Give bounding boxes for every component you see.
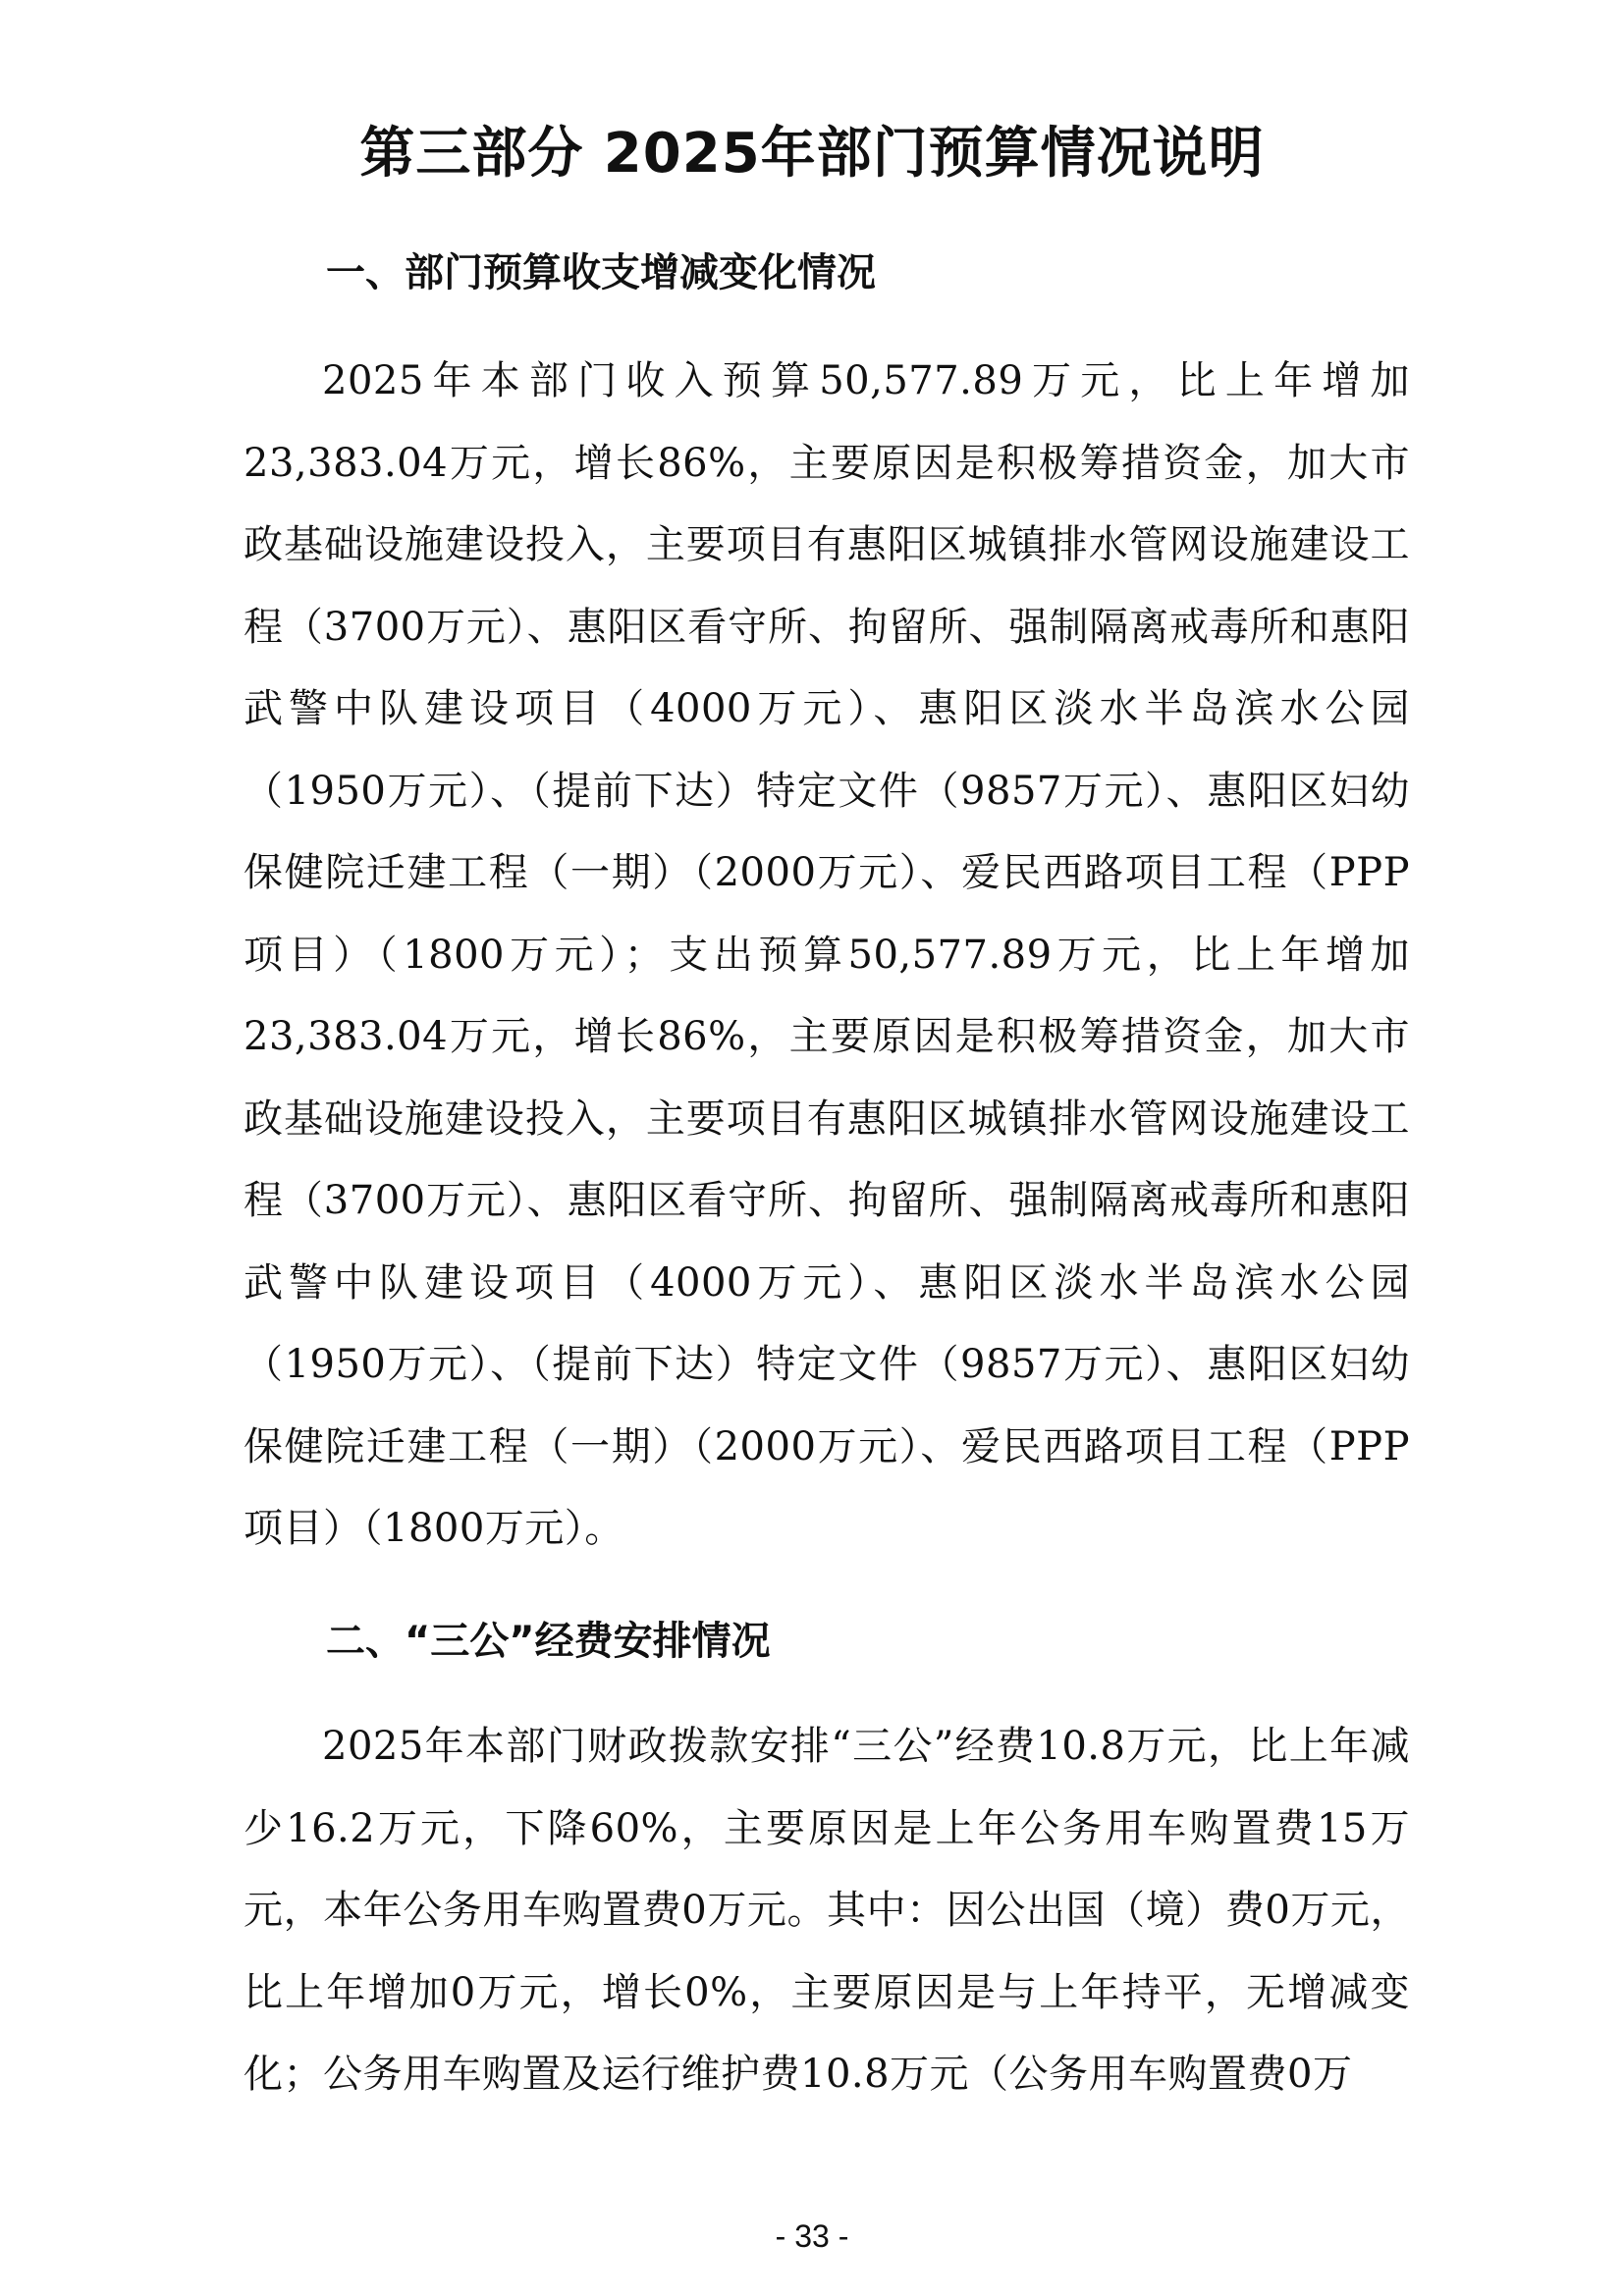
page-title: 第三部分 2025年部门预算情况说明 xyxy=(359,122,1265,186)
section-paragraph-2: 2025年本部门财政拨款安排“三公”经费10.8万元，比上年减少16.2万元，下降60%，主要原因是上年公务用车购置费15万元，本年公务用车购置费0万元。其中：因公出国（境）费0万元，比上年增加0万元，增长0%，主要原因是与上年持平，无增减变化；公务用车购置及运行维护费10.8万元（公务用车购置费0万 xyxy=(244,1724,1410,2097)
section-heading-1: 一、部门预算收支增减变化情况 xyxy=(326,250,876,295)
page-number: - 33 - xyxy=(775,2218,849,2254)
section-paragraph-1: 2025年本部门收入预算50,577.89万元，比上年增加23,383.04万元，增长86%，主要原因是积极筹措资金，加大市政基础设施建设投入，主要项目有惠阳区城镇排水管网设施建设工程（3700万元）、惠阳区看守所、拘留所、强制隔离戒毒所和惠阳武警中队建设项目（4000万元）、惠阳区淡水半岛滨水公园（1950万元）、（提前下达）特定文件（9857万元）、惠阳区妇幼保健院迁建工程（一期）（2000万元）、爱民西路项目工程（PPP项目）（1800万元）；支出预算50,577.89万元，比上年增加23,383.04万元，增长86%，主要原因是积极筹措资金，加大市政基础设施建设投入，主要项目有惠阳区城镇排水管网设施建设工程（3700万元）、惠阳区看守所、拘留所、强制隔离戒毒所和惠阳武警中队建设项目（4000万元）、惠阳区淡水半岛滨水公园（1950万元）、（提前下达）特定文件（9857万元）、惠阳区妇幼保健院迁建工程（一期）（2000万元）、爱民西路项目工程（PPP项目）（1800万元）。 xyxy=(244,358,1410,1551)
section-heading-2: 二、“三公”经费安排情况 xyxy=(326,1619,771,1664)
